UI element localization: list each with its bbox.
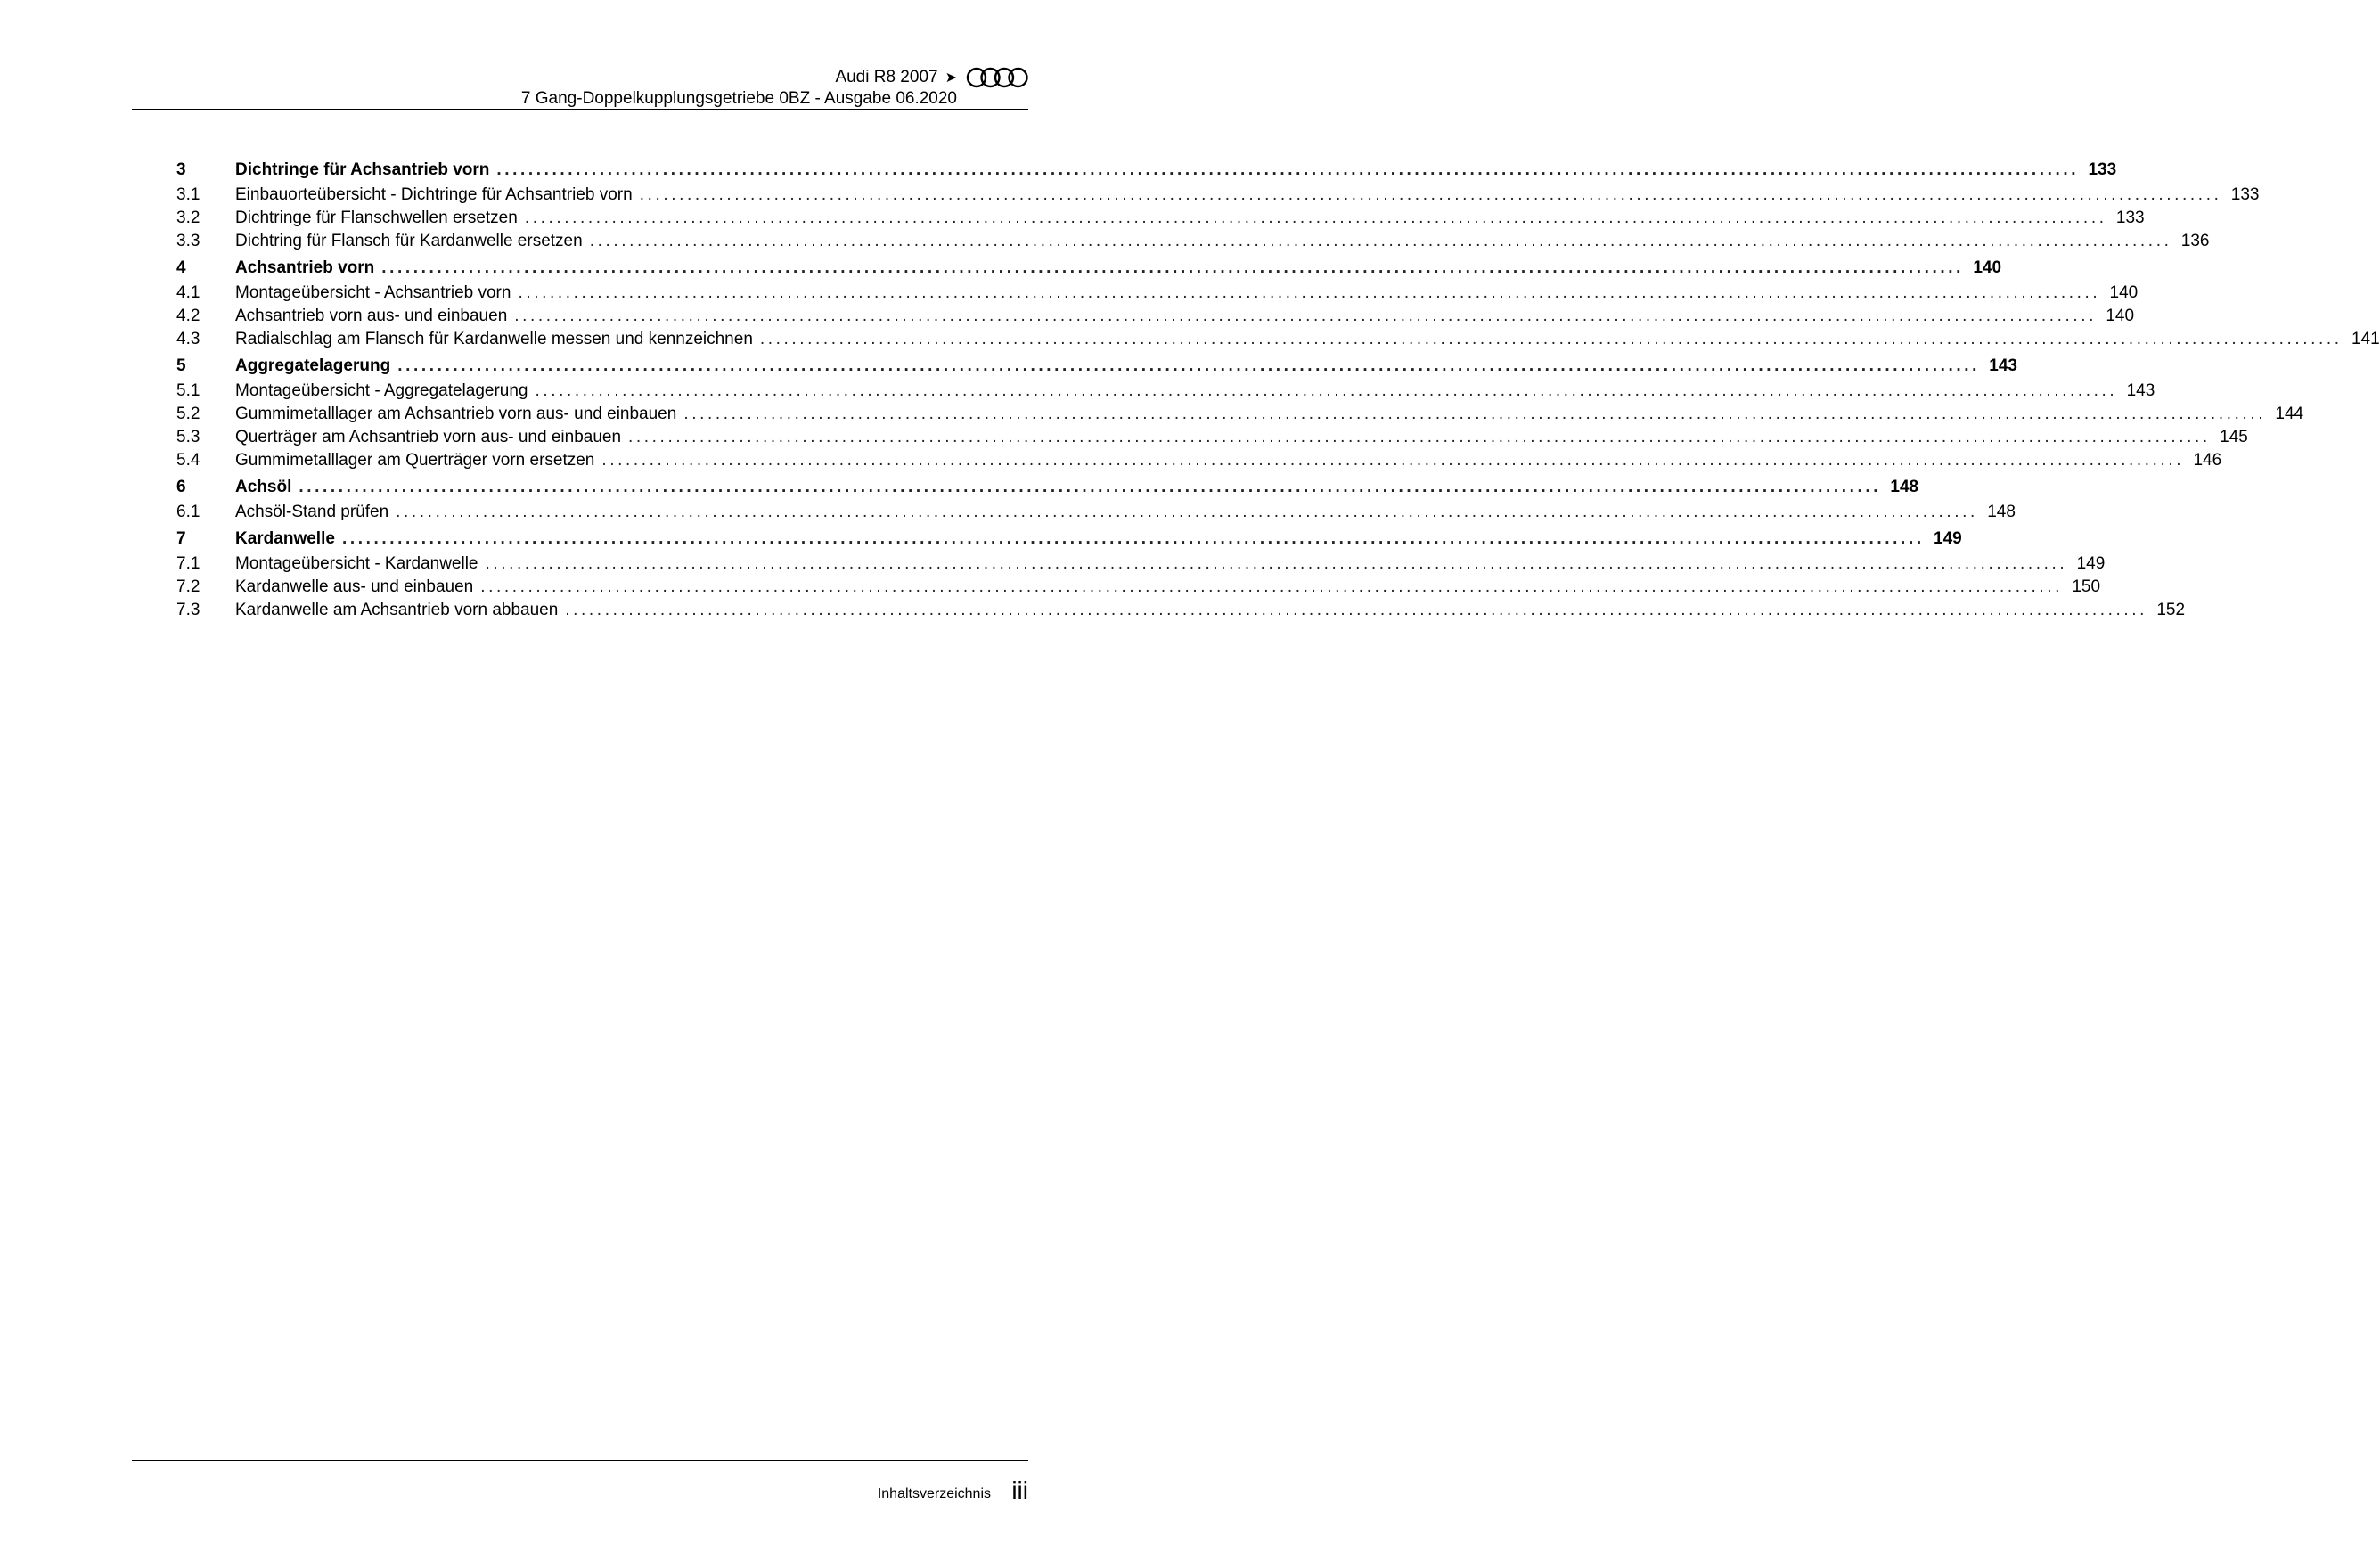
toc-dot-leader: ........................................................................................................................................................................................................: [299, 478, 1882, 496]
audi-rings-icon: [966, 66, 1028, 89]
toc-entry-number: 3.3: [176, 232, 200, 250]
toc-dot-leader: ........................................................................................................................................................................................................: [535, 381, 2118, 400]
toc-entry-title: Montageübersicht - Kardanwelle: [235, 554, 478, 573]
toc-section-entry[interactable]: [176, 577, 2101, 601]
toc-section-entry[interactable]: [176, 503, 2016, 526]
toc-entry-page: 140: [2109, 283, 2139, 302]
toc-entry-number: 4.2: [176, 307, 200, 325]
toc-entry-number: 3.2: [176, 209, 200, 227]
toc-chapter-entry[interactable]: [176, 529, 1962, 554]
toc-section-entry[interactable]: [176, 601, 2186, 624]
toc-entry-number: 3: [176, 160, 186, 179]
toc-entry-title: Kardanwelle aus- und einbauen: [235, 577, 474, 596]
toc-dot-leader: ........................................................................................................................................................................................................: [524, 209, 2107, 227]
toc-section-entry[interactable]: [176, 330, 2380, 353]
toc-entry-page: 150: [2072, 577, 2101, 596]
toc-entry-title: Gummimetalllager am Querträger vorn ersetzen: [235, 451, 595, 470]
toc-entry-number: 5.3: [176, 428, 200, 446]
toc-entry-page: 143: [1989, 356, 2017, 375]
toc-entry-title: Kardanwelle: [235, 529, 335, 548]
toc-entry-page: 148: [1890, 478, 1919, 496]
toc-entry-page: 140: [2106, 307, 2135, 325]
toc-section-entry[interactable]: [176, 405, 2304, 428]
toc-entry-number: 7.3: [176, 601, 200, 619]
toc-entry-title: Querträger am Achsantrieb vorn aus- und einbauen: [235, 428, 622, 446]
toc-entry-number: 7.2: [176, 577, 200, 596]
header-subtitle: 7 Gang-Doppelkupplungsgetriebe 0BZ - Ausgabe 06.2020: [520, 89, 957, 108]
toc-section-entry[interactable]: [176, 185, 2260, 209]
toc-section-entry[interactable]: [176, 283, 2139, 307]
toc-entry-number: 7.1: [176, 554, 200, 573]
toc-entry-page: 146: [2193, 451, 2222, 470]
toc-chapter-entry[interactable]: [176, 160, 2117, 185]
toc-entry-number: 4.1: [176, 283, 200, 302]
toc-entry-number: 4.3: [176, 330, 200, 348]
toc-dot-leader: ........................................................................................................................................................................................................: [565, 601, 2148, 619]
toc-entry-number: 5.1: [176, 381, 200, 400]
footer-label: Inhaltsverzeichnis: [877, 1486, 991, 1502]
toc-entry-number: 6: [176, 478, 186, 496]
toc-entry-page: 133: [2115, 209, 2145, 227]
toc-dot-leader: ........................................................................................................................................................................................................: [628, 428, 2211, 446]
toc-entry-title: Montageübersicht - Achsantrieb vorn: [235, 283, 511, 302]
toc-section-entry[interactable]: [176, 381, 2155, 405]
toc-dot-leader: ........................................................................................................................................................................................................: [485, 554, 2068, 573]
toc-dot-leader: ........................................................................................................................................................................................................: [601, 451, 2185, 470]
toc-dot-leader: ........................................................................................................................................................................................................: [341, 529, 1925, 548]
toc-entry-number: 3.1: [176, 185, 200, 204]
toc-entry-title: Achsöl: [235, 478, 292, 496]
toc-entry-title: Achsantrieb vorn: [235, 258, 375, 277]
toc-entry-page: 140: [1973, 258, 2002, 277]
footer-page-number: iii: [1011, 1477, 1028, 1504]
toc-entry-page: 144: [2275, 405, 2304, 423]
toc-entry-title: Gummimetalllager am Achsantrieb vorn aus- und einbauen: [235, 405, 677, 423]
header-model: Audi R8 2007: [835, 68, 938, 86]
toc-dot-leader: ........................................................................................................................................................................................................: [589, 232, 2172, 250]
toc-entry-page: 145: [2220, 428, 2248, 446]
toc-section-entry[interactable]: [176, 232, 2210, 255]
toc-entry-title: Kardanwelle am Achsantrieb vorn abbauen: [235, 601, 559, 619]
header-rule: [132, 109, 1028, 110]
toc-entry-page: 141: [2351, 330, 2380, 348]
toc-chapter-entry[interactable]: [176, 356, 2017, 381]
toc-entry-page: 148: [1987, 503, 2016, 521]
toc-chapter-entry[interactable]: [176, 478, 1919, 503]
toc-dot-leader: ........................................................................................................................................................................................................: [396, 503, 1978, 521]
header-model-line: [835, 64, 1028, 91]
toc-entry-page: 149: [1934, 529, 1962, 548]
toc-entry-number: 6.1: [176, 503, 200, 521]
toc-entry-number: 5.2: [176, 405, 200, 423]
table-of-contents: [176, 160, 2380, 624]
toc-dot-leader: ........................................................................................................................................................................................................: [397, 356, 1980, 375]
toc-entry-page: 133: [2230, 185, 2260, 204]
toc-entry-page: 143: [2126, 381, 2155, 400]
toc-section-entry[interactable]: [176, 451, 2222, 474]
toc-dot-leader: ........................................................................................................................................................................................................: [639, 185, 2222, 204]
footer-rule: [132, 1460, 1028, 1461]
toc-entry-number: 7: [176, 529, 186, 548]
toc-dot-leader: ........................................................................................................................................................................................................: [759, 330, 2343, 348]
toc-dot-leader: ........................................................................................................................................................................................................: [480, 577, 2064, 596]
toc-dot-leader: ........................................................................................................................................................................................................: [683, 405, 2267, 423]
toc-entry-number: 5: [176, 356, 186, 375]
toc-dot-leader: ........................................................................................................................................................................................................: [496, 160, 2080, 179]
toc-entry-page: 136: [2180, 232, 2210, 250]
toc-entry-page: 152: [2156, 601, 2186, 619]
arrow-icon: ➤: [945, 70, 957, 86]
toc-entry-number: 4: [176, 258, 186, 277]
toc-entry-title: Montageübersicht - Aggregatelagerung: [235, 381, 528, 400]
toc-section-entry[interactable]: [176, 554, 2106, 577]
toc-section-entry[interactable]: [176, 307, 2135, 330]
toc-entry-number: 5.4: [176, 451, 200, 470]
toc-entry-title: Dichtring für Flansch für Kardanwelle ersetzen: [235, 232, 583, 250]
toc-section-entry[interactable]: [176, 209, 2145, 232]
toc-entry-page: 133: [2088, 160, 2117, 179]
toc-entry-page: 149: [2076, 554, 2106, 573]
toc-dot-leader: ........................................................................................................................................................................................................: [381, 258, 1965, 277]
toc-chapter-entry[interactable]: [176, 258, 2002, 283]
toc-section-entry[interactable]: [176, 428, 2248, 451]
toc-dot-leader: ........................................................................................................................................................................................................: [514, 307, 2098, 325]
toc-entry-title: Achsantrieb vorn aus- und einbauen: [235, 307, 508, 325]
toc-dot-leader: ........................................................................................................................................................................................................: [518, 283, 2101, 302]
toc-entry-title: Dichtringe für Flanschwellen ersetzen: [235, 209, 518, 227]
toc-entry-title: Achsöl-Stand prüfen: [235, 503, 389, 521]
toc-entry-title: Radialschlag am Flansch für Kardanwelle messen und kennzeichnen: [235, 330, 753, 348]
toc-entry-title: Einbauorteübersicht - Dichtringe für Achsantrieb vorn: [235, 185, 633, 204]
toc-entry-title: Dichtringe für Achsantrieb vorn: [235, 160, 490, 179]
toc-entry-title: Aggregatelagerung: [235, 356, 391, 375]
